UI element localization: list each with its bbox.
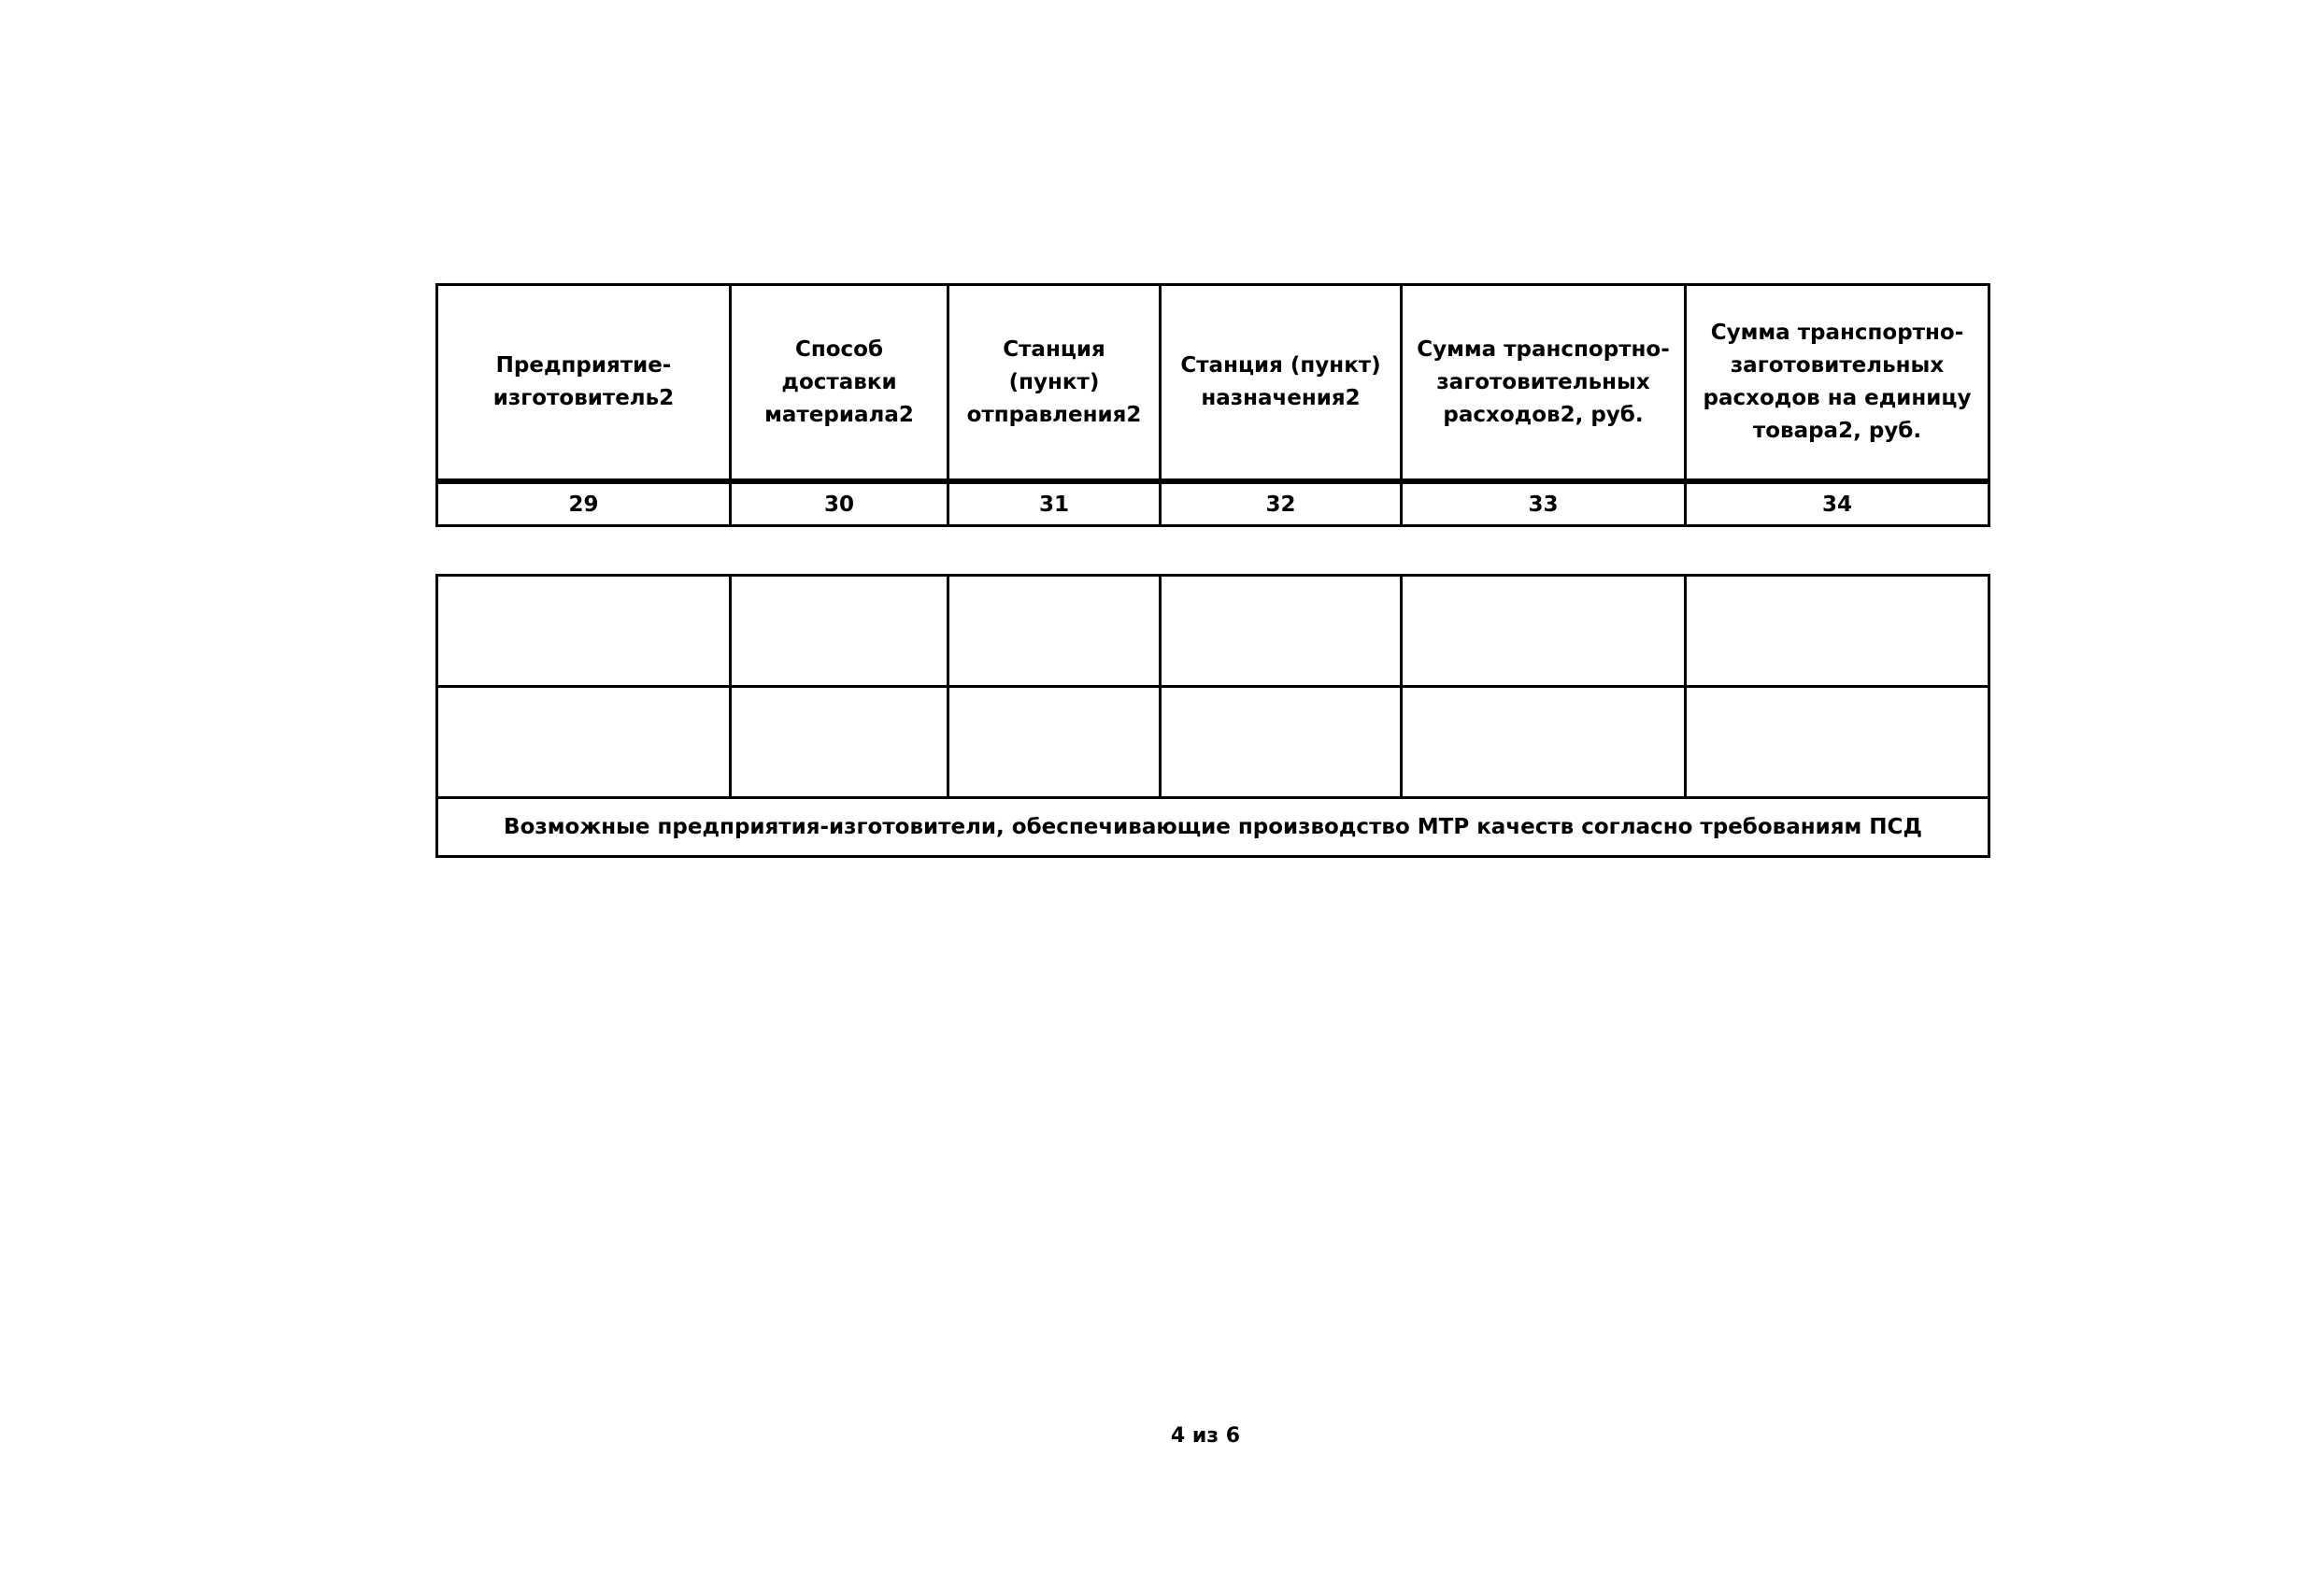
table-cell[interactable] xyxy=(1402,576,1686,687)
column-header-departure-station: Станция (пункт) отправления2 xyxy=(948,285,1161,482)
column-number: 32 xyxy=(1161,481,1402,526)
table-cell[interactable] xyxy=(1161,687,1402,798)
column-header-manufacturer: Предприятие-изготовитель2 xyxy=(437,285,731,482)
table-note: Возможные предприятия-изготовители, обеспечивающие производство МТР качеств согласно требованиям ПСД xyxy=(437,798,1989,857)
column-header-unit-transport-costs: Сумма транспортно-заготовительных расходов на единицу товара2, руб. xyxy=(1686,285,1989,482)
table-cell[interactable] xyxy=(1686,576,1989,687)
table-cell[interactable] xyxy=(1402,687,1686,798)
column-header-delivery-method: Способ доставки материала2 xyxy=(731,285,948,482)
table-cell[interactable] xyxy=(1686,687,1989,798)
column-number: 34 xyxy=(1686,481,1989,526)
column-number: 33 xyxy=(1402,481,1686,526)
column-number: 29 xyxy=(437,481,731,526)
column-number-row xyxy=(437,481,1989,526)
table-cell[interactable] xyxy=(948,576,1161,687)
note-row xyxy=(437,798,1989,857)
table-row xyxy=(437,576,1989,687)
header-row xyxy=(437,285,1989,482)
table-cell[interactable] xyxy=(1161,576,1402,687)
column-number: 31 xyxy=(948,481,1161,526)
table-cell[interactable] xyxy=(948,687,1161,798)
table-cell[interactable] xyxy=(731,576,948,687)
table-cell[interactable] xyxy=(437,687,731,798)
table-row xyxy=(437,687,1989,798)
page-number: 4 из 6 xyxy=(1170,1424,1241,1448)
column-header-destination-station: Станция (пункт) назначения2 xyxy=(1161,285,1402,482)
table-cell[interactable] xyxy=(437,576,731,687)
column-header-transport-costs: Сумма транспортно-заготовительных расходов2, руб. xyxy=(1402,285,1686,482)
header-table xyxy=(435,283,1990,527)
data-table xyxy=(435,574,1990,858)
table-cell[interactable] xyxy=(731,687,948,798)
column-number: 30 xyxy=(731,481,948,526)
